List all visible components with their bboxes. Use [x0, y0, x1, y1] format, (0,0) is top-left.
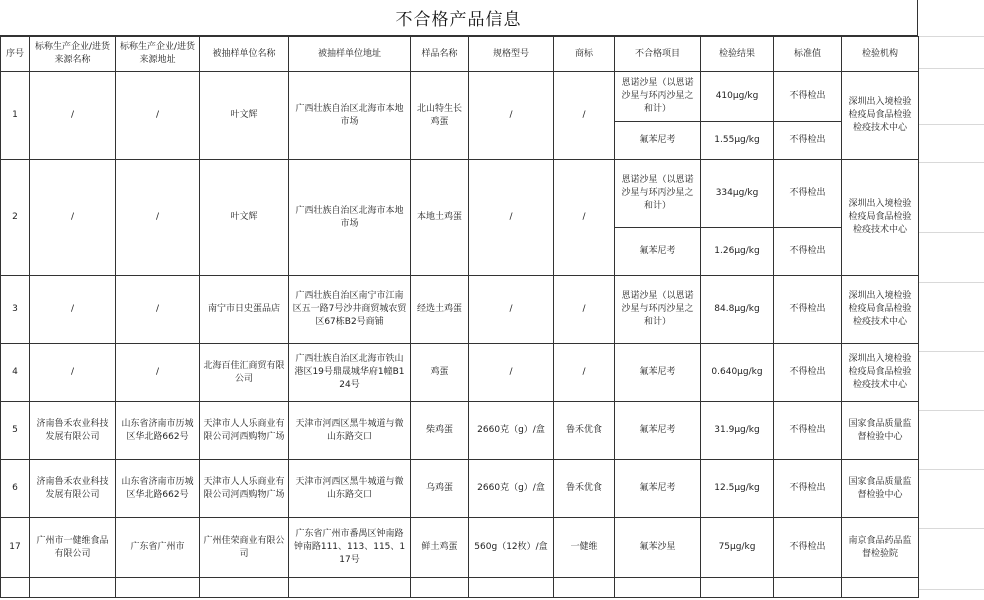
cell-lab: 国家食品质量监督检验中心 [842, 460, 919, 518]
gridline [918, 589, 984, 590]
spreadsheet-gridlines [918, 0, 984, 600]
gridline [918, 36, 984, 37]
cell-unit-name: 叶文辉 [200, 72, 289, 160]
gridline [918, 162, 984, 163]
cell-std: 不得检出 [774, 460, 842, 518]
cell-maker-name: / [30, 160, 116, 276]
table-row [1, 344, 919, 402]
cell-unit-name: 天津市人人乐商业有限公司河西购物广场 [200, 402, 289, 460]
cell-no: 1 [1, 72, 30, 160]
cell-maker-name: / [30, 344, 116, 402]
cell-unit-addr: 广西壮族自治区北海市本地市场 [289, 160, 411, 276]
cell-maker-name: / [30, 72, 116, 160]
table-row [1, 460, 919, 518]
cell-lab: 深圳出入境检验检疫局食品检验检疫技术中心 [842, 344, 919, 402]
cell-unit-name: 叶文辉 [200, 160, 289, 276]
cell-unit-addr: 天津市河西区黑牛城道与微山东路交口 [289, 460, 411, 518]
cell-unit-addr: 广东省广州市番禺区钟南路钟南路111、113、115、117号 [289, 518, 411, 578]
cell-lab: 深圳出入境检验检疫局食品检验检疫技术中心 [842, 72, 919, 160]
table-title [0, 0, 918, 36]
cell-maker-name: / [30, 276, 116, 344]
cell-empty [615, 578, 701, 598]
table-row [1, 402, 919, 460]
cell-empty [289, 578, 411, 598]
cell-sample: 乌鸡蛋 [411, 460, 469, 518]
cell-unit-name: 北海百佳汇商贸有限公司 [200, 344, 289, 402]
cell-spec: / [469, 276, 554, 344]
cell-no: 4 [1, 344, 30, 402]
gridline [918, 282, 984, 283]
cell-spec: / [469, 344, 554, 402]
cell-unit-addr: 广西壮族自治区南宁市江南区五一路7号沙井商贸城农贸区67栋B2号商铺 [289, 276, 411, 344]
gridline [918, 68, 984, 69]
header-row [1, 37, 919, 72]
cell-result: 1.26μg/kg [701, 228, 774, 276]
cell-no: 6 [1, 460, 30, 518]
cell-lab: 深圳出入境检验检疫局食品检验检疫技术中心 [842, 276, 919, 344]
cell-item: 恩诺沙星（以恩诺沙星与环丙沙星之和计） [615, 276, 701, 344]
cell-empty [774, 578, 842, 598]
cell-maker-addr: / [116, 72, 200, 160]
cell-spec: 2660克（g）/盒 [469, 460, 554, 518]
cell-std: 不得检出 [774, 72, 842, 122]
gridline [918, 124, 984, 125]
cell-result: 1.55μg/kg [701, 122, 774, 160]
cell-maker-addr: / [116, 276, 200, 344]
cell-item: 氟苯尼考 [615, 460, 701, 518]
header-cell: 标称生产企业/进货来源地址 [116, 37, 200, 72]
cell-brand: / [554, 72, 615, 160]
cell-maker-name: 济南鲁禾农业科技发展有限公司 [30, 460, 116, 518]
cell-empty [411, 578, 469, 598]
cell-std: 不得检出 [774, 344, 842, 402]
cell-empty [469, 578, 554, 598]
cell-unit-name: 南宁市日史蛋品店 [200, 276, 289, 344]
cell-item: 氟苯尼考 [615, 122, 701, 160]
cell-spec: / [469, 72, 554, 160]
header-cell: 检验机构 [842, 37, 919, 72]
cell-no: 2 [1, 160, 30, 276]
header-cell: 检验结果 [701, 37, 774, 72]
cell-maker-addr: / [116, 160, 200, 276]
cell-brand: 一健维 [554, 518, 615, 578]
cell-maker-name: 广州市一健维食品有限公司 [30, 518, 116, 578]
cell-std: 不得检出 [774, 276, 842, 344]
cell-std: 不得检出 [774, 122, 842, 160]
header-cell: 序号 [1, 37, 30, 72]
cell-empty [30, 578, 116, 598]
cell-sample: 经选土鸡蛋 [411, 276, 469, 344]
cell-no: 17 [1, 518, 30, 578]
cell-lab: 深圳出入境检验检疫局食品检验检疫技术中心 [842, 160, 919, 276]
cell-result: 31.9μg/kg [701, 402, 774, 460]
table-row-partial [1, 578, 919, 598]
cell-sample: 鸡蛋 [411, 344, 469, 402]
cell-empty [116, 578, 200, 598]
cell-empty [200, 578, 289, 598]
header-cell: 被抽样单位名称 [200, 37, 289, 72]
cell-brand: / [554, 160, 615, 276]
cell-unit-name: 广州佳荣商业有限公司 [200, 518, 289, 578]
table-row [1, 518, 919, 578]
cell-spec: 560g（12枚）/盒 [469, 518, 554, 578]
table-row [1, 276, 919, 344]
header-cell: 被抽样单位地址 [289, 37, 411, 72]
gridline [918, 351, 984, 352]
cell-sample: 鲜土鸡蛋 [411, 518, 469, 578]
cell-spec: 2660克（g）/盒 [469, 402, 554, 460]
cell-item: 氟苯沙星 [615, 518, 701, 578]
cell-maker-addr: 广东省广州市 [116, 518, 200, 578]
cell-item: 恩诺沙星（以恩诺沙星与环丙沙星之和计） [615, 160, 701, 228]
cell-sample: 本地土鸡蛋 [411, 160, 469, 276]
gridline [918, 528, 984, 529]
cell-result: 75μg/kg [701, 518, 774, 578]
cell-result: 84.8μg/kg [701, 276, 774, 344]
header-cell: 标称生产企业/进货来源名称 [30, 37, 116, 72]
cell-brand: / [554, 344, 615, 402]
cell-maker-addr: / [116, 344, 200, 402]
cell-maker-name: 济南鲁禾农业科技发展有限公司 [30, 402, 116, 460]
cell-std: 不得检出 [774, 160, 842, 228]
header-cell: 商标 [554, 37, 615, 72]
cell-std: 不得检出 [774, 518, 842, 578]
cell-result: 12.5μg/kg [701, 460, 774, 518]
cell-std: 不得检出 [774, 228, 842, 276]
cell-sample: 北山特生长鸡蛋 [411, 72, 469, 160]
cell-no: 5 [1, 402, 30, 460]
cell-empty [701, 578, 774, 598]
cell-item: 恩诺沙星（以恩诺沙星与环丙沙星之和计） [615, 72, 701, 122]
cell-brand: 鲁禾优食 [554, 402, 615, 460]
cell-item: 氟苯尼考 [615, 228, 701, 276]
gridline [918, 469, 984, 470]
cell-result: 334μg/kg [701, 160, 774, 228]
cell-brand: / [554, 276, 615, 344]
cell-lab: 南京食品药品监督检验院 [842, 518, 919, 578]
cell-result: 0.640μg/kg [701, 344, 774, 402]
table-title-text: 不合格产品信息 [395, 10, 522, 30]
cell-empty [1, 578, 30, 598]
table-row [1, 72, 919, 122]
cell-empty [842, 578, 919, 598]
cell-spec: / [469, 160, 554, 276]
cell-result: 410μg/kg [701, 72, 774, 122]
cell-item: 氟苯尼考 [615, 402, 701, 460]
cell-empty [554, 578, 615, 598]
cell-maker-addr: 山东省济南市历城区华北路662号 [116, 460, 200, 518]
header-cell: 不合格项目 [615, 37, 701, 72]
cell-item: 氟苯尼考 [615, 344, 701, 402]
header-cell: 标准值 [774, 37, 842, 72]
cell-unit-addr: 天津市河西区黑牛城道与微山东路交口 [289, 402, 411, 460]
header-cell: 样品名称 [411, 37, 469, 72]
cell-maker-addr: 山东省济南市历城区华北路662号 [116, 402, 200, 460]
cell-no: 3 [1, 276, 30, 344]
cell-unit-addr: 广西壮族自治区北海市本地市场 [289, 72, 411, 160]
header-cell: 规格型号 [469, 37, 554, 72]
gridline [918, 410, 984, 411]
cell-unit-name: 天津市人人乐商业有限公司河西购物广场 [200, 460, 289, 518]
cell-sample: 柴鸡蛋 [411, 402, 469, 460]
cell-std: 不得检出 [774, 402, 842, 460]
cell-lab: 国家食品质量监督检验中心 [842, 402, 919, 460]
unqualified-products-table [0, 36, 919, 598]
cell-unit-addr: 广西壮族自治区北海市铁山港区19号鼎晟城华府1幢B124号 [289, 344, 411, 402]
cell-brand: 鲁禾优食 [554, 460, 615, 518]
gridline [918, 232, 984, 233]
table-row [1, 160, 919, 228]
